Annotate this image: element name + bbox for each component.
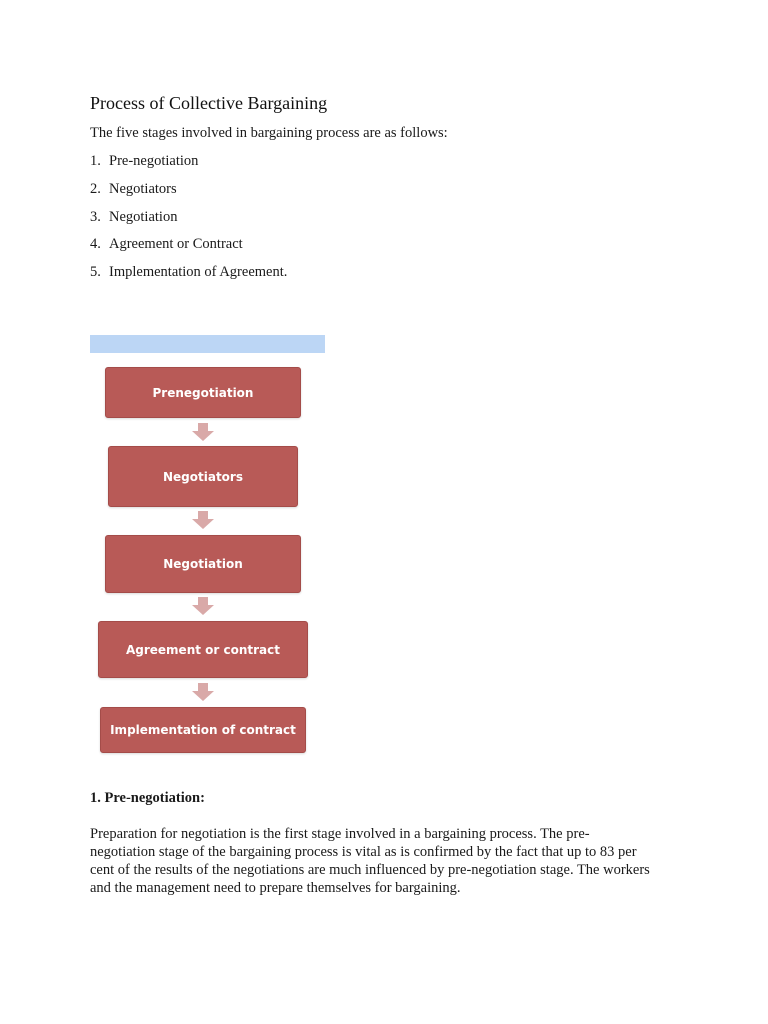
down-arrow-icon (192, 683, 214, 701)
list-item-number: 1. (90, 153, 101, 169)
list-item-number: 3. (90, 208, 101, 225)
list-item-number: 2. (90, 180, 101, 197)
list-item-label: Negotiators (109, 180, 177, 197)
list-item-number: 5. (90, 264, 101, 281)
list-item-label: Pre-negotiation (109, 153, 199, 169)
flow-step-prenegotiation: Prenegotiation (105, 367, 301, 418)
body-line: cent of the results of the negotiations are much influenced by pre-negotiation stage. The workers (90, 862, 650, 878)
list-item (90, 208, 287, 236)
body-line: Preparation for negotiation is the first stage involved in a bargaining process. The pre- (90, 826, 590, 842)
list-item (90, 152, 287, 180)
down-arrow-icon (192, 423, 214, 441)
list-item (90, 180, 287, 208)
highlight-bar (90, 335, 325, 353)
flow-step-negotiation: Negotiation (105, 535, 301, 593)
down-arrow-icon (192, 597, 214, 615)
flow-step-implementation: Implementation of contract (100, 707, 306, 753)
body-line: negotiation stage of the bargaining process is vital as is confirmed by the fact that up to 83 per (90, 844, 637, 860)
list-item-number: 4. (90, 236, 101, 253)
list-item (90, 235, 287, 263)
list-item-label: Negotiation (109, 208, 178, 225)
flow-step-agreement: Agreement or contract (98, 621, 308, 678)
section-title: 1. Pre-negotiation: (90, 790, 205, 806)
body-line: and the management need to prepare themselves for bargaining. (90, 880, 461, 896)
stage-list (90, 152, 287, 291)
intro-text: The five stages involved in bargaining process are as follows: (90, 125, 448, 141)
list-item (90, 263, 287, 291)
section-body (90, 825, 680, 897)
page-title: Process of Collective Bargaining (90, 93, 328, 113)
list-item-label: Implementation of Agreement. (109, 264, 288, 281)
down-arrow-icon (192, 511, 214, 529)
list-item-label: Agreement or Contract (109, 236, 243, 253)
flow-step-negotiators: Negotiators (108, 446, 298, 507)
